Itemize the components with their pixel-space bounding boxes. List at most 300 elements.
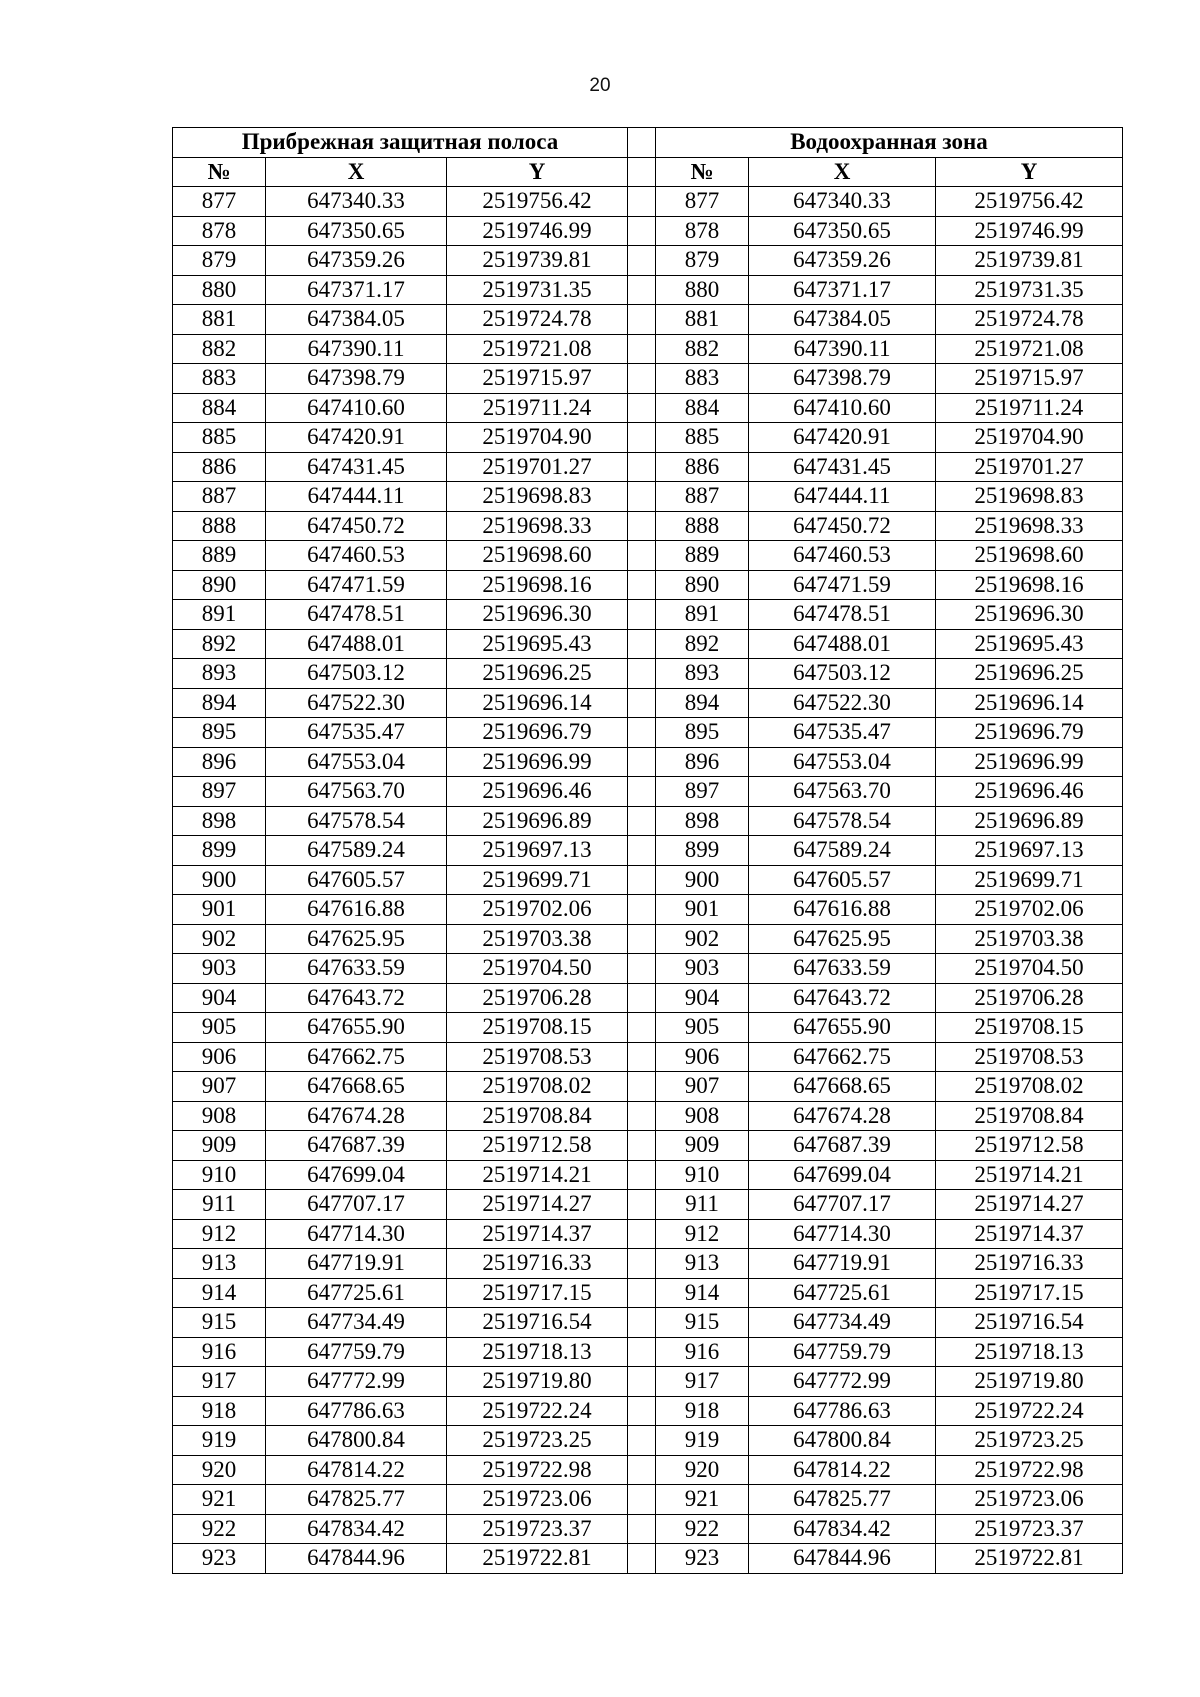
table-row [173, 1485, 1123, 1515]
right-cell-x: 647450.72 [749, 511, 936, 541]
table-row [173, 1308, 1123, 1338]
table-row [173, 1367, 1123, 1397]
right-cell-number: 907 [656, 1072, 749, 1102]
right-cell-number: 923 [656, 1544, 749, 1574]
table-row [173, 187, 1123, 217]
right-header-y: Y [936, 157, 1123, 187]
left-cell-x: 647625.95 [266, 924, 447, 954]
right-cell-x: 647800.84 [749, 1426, 936, 1456]
right-cell-number: 919 [656, 1426, 749, 1456]
column-gap [628, 1131, 656, 1161]
table-row [173, 511, 1123, 541]
left-cell-x: 647410.60 [266, 393, 447, 423]
right-cell-x: 647553.04 [749, 747, 936, 777]
column-gap [628, 1485, 656, 1515]
left-cell-x: 647687.39 [266, 1131, 447, 1161]
table-row [173, 954, 1123, 984]
left-header-number: № [173, 157, 266, 187]
table-row [173, 482, 1123, 512]
right-cell-x: 647410.60 [749, 393, 936, 423]
right-cell-number: 918 [656, 1396, 749, 1426]
left-cell-y: 2519696.25 [447, 659, 628, 689]
column-gap [628, 570, 656, 600]
coordinates-table [172, 127, 1123, 1574]
column-gap [628, 511, 656, 541]
right-cell-y: 2519739.81 [936, 246, 1123, 276]
table-row [173, 1190, 1123, 1220]
table-row [173, 1278, 1123, 1308]
left-cell-number: 884 [173, 393, 266, 423]
right-cell-number: 912 [656, 1219, 749, 1249]
left-cell-y: 2519704.50 [447, 954, 628, 984]
column-gap [628, 806, 656, 836]
table-row [173, 423, 1123, 453]
table-row [173, 1426, 1123, 1456]
left-cell-y: 2519696.89 [447, 806, 628, 836]
column-gap [628, 629, 656, 659]
left-cell-x: 647522.30 [266, 688, 447, 718]
left-cell-x: 647390.11 [266, 334, 447, 364]
right-cell-number: 911 [656, 1190, 749, 1220]
left-cell-number: 892 [173, 629, 266, 659]
right-cell-x: 647350.65 [749, 216, 936, 246]
left-cell-y: 2519716.54 [447, 1308, 628, 1338]
column-gap [628, 983, 656, 1013]
right-cell-number: 888 [656, 511, 749, 541]
table-row [173, 777, 1123, 807]
right-cell-x: 647471.59 [749, 570, 936, 600]
right-cell-y: 2519718.13 [936, 1337, 1123, 1367]
right-cell-x: 647625.95 [749, 924, 936, 954]
column-gap [628, 1101, 656, 1131]
left-cell-x: 647398.79 [266, 364, 447, 394]
right-cell-number: 902 [656, 924, 749, 954]
table-row [173, 1219, 1123, 1249]
table-row [173, 747, 1123, 777]
right-cell-x: 647759.79 [749, 1337, 936, 1367]
right-cell-x: 647687.39 [749, 1131, 936, 1161]
left-cell-number: 906 [173, 1042, 266, 1072]
column-gap [628, 1072, 656, 1102]
column-gap [628, 364, 656, 394]
column-gap [628, 718, 656, 748]
left-cell-number: 910 [173, 1160, 266, 1190]
column-gap [628, 423, 656, 453]
left-cell-y: 2519704.90 [447, 423, 628, 453]
right-cell-y: 2519699.71 [936, 865, 1123, 895]
right-cell-number: 893 [656, 659, 749, 689]
left-cell-y: 2519696.79 [447, 718, 628, 748]
left-cell-x: 647734.49 [266, 1308, 447, 1338]
left-cell-number: 923 [173, 1544, 266, 1574]
left-cell-x: 647633.59 [266, 954, 447, 984]
table-row [173, 1013, 1123, 1043]
column-gap [628, 275, 656, 305]
left-cell-y: 2519724.78 [447, 305, 628, 335]
right-cell-number: 880 [656, 275, 749, 305]
right-cell-number: 881 [656, 305, 749, 335]
left-cell-x: 647662.75 [266, 1042, 447, 1072]
right-cell-number: 890 [656, 570, 749, 600]
right-cell-x: 647431.45 [749, 452, 936, 482]
table-title-row [173, 128, 1123, 158]
left-cell-number: 902 [173, 924, 266, 954]
table-row [173, 983, 1123, 1013]
right-cell-x: 647578.54 [749, 806, 936, 836]
right-cell-y: 2519722.98 [936, 1455, 1123, 1485]
right-cell-y: 2519704.50 [936, 954, 1123, 984]
left-cell-number: 922 [173, 1514, 266, 1544]
left-cell-x: 647371.17 [266, 275, 447, 305]
left-cell-y: 2519698.33 [447, 511, 628, 541]
right-cell-x: 647390.11 [749, 334, 936, 364]
left-cell-x: 647699.04 [266, 1160, 447, 1190]
right-header-number: № [656, 157, 749, 187]
left-cell-y: 2519703.38 [447, 924, 628, 954]
table-row [173, 1042, 1123, 1072]
left-cell-number: 914 [173, 1278, 266, 1308]
table-row [173, 1249, 1123, 1279]
left-cell-number: 887 [173, 482, 266, 512]
left-cell-y: 2519721.08 [447, 334, 628, 364]
left-cell-x: 647503.12 [266, 659, 447, 689]
table-row [173, 216, 1123, 246]
left-cell-x: 647460.53 [266, 541, 447, 571]
left-cell-x: 647553.04 [266, 747, 447, 777]
left-cell-y: 2519717.15 [447, 1278, 628, 1308]
left-cell-x: 647814.22 [266, 1455, 447, 1485]
left-cell-y: 2519697.13 [447, 836, 628, 866]
table-row [173, 364, 1123, 394]
left-cell-y: 2519702.06 [447, 895, 628, 925]
left-cell-y: 2519715.97 [447, 364, 628, 394]
table-row [173, 836, 1123, 866]
right-cell-y: 2519696.99 [936, 747, 1123, 777]
left-cell-y: 2519714.27 [447, 1190, 628, 1220]
column-gap [628, 659, 656, 689]
left-cell-y: 2519701.27 [447, 452, 628, 482]
left-cell-x: 647786.63 [266, 1396, 447, 1426]
right-cell-y: 2519715.97 [936, 364, 1123, 394]
column-gap [628, 541, 656, 571]
left-cell-x: 647471.59 [266, 570, 447, 600]
right-cell-number: 884 [656, 393, 749, 423]
right-cell-x: 647655.90 [749, 1013, 936, 1043]
right-cell-x: 647398.79 [749, 364, 936, 394]
table-row [173, 688, 1123, 718]
left-cell-x: 647589.24 [266, 836, 447, 866]
left-cell-number: 918 [173, 1396, 266, 1426]
left-cell-y: 2519714.37 [447, 1219, 628, 1249]
table-row [173, 1544, 1123, 1574]
column-gap [628, 1367, 656, 1397]
right-cell-y: 2519746.99 [936, 216, 1123, 246]
left-cell-x: 647674.28 [266, 1101, 447, 1131]
left-cell-y: 2519714.21 [447, 1160, 628, 1190]
right-cell-y: 2519702.06 [936, 895, 1123, 925]
right-cell-number: 921 [656, 1485, 749, 1515]
column-gap [628, 865, 656, 895]
left-cell-y: 2519698.83 [447, 482, 628, 512]
right-cell-number: 889 [656, 541, 749, 571]
left-header-x: X [266, 157, 447, 187]
left-cell-number: 908 [173, 1101, 266, 1131]
right-cell-number: 903 [656, 954, 749, 984]
left-cell-x: 647643.72 [266, 983, 447, 1013]
right-cell-number: 916 [656, 1337, 749, 1367]
column-gap [628, 1013, 656, 1043]
right-cell-x: 647359.26 [749, 246, 936, 276]
left-cell-y: 2519722.98 [447, 1455, 628, 1485]
column-gap [628, 1337, 656, 1367]
left-cell-number: 883 [173, 364, 266, 394]
right-cell-x: 647734.49 [749, 1308, 936, 1338]
right-header-x: X [749, 157, 936, 187]
table-row [173, 718, 1123, 748]
left-cell-number: 915 [173, 1308, 266, 1338]
column-gap [628, 157, 656, 187]
right-cell-y: 2519723.25 [936, 1426, 1123, 1456]
left-header-y: Y [447, 157, 628, 187]
right-cell-number: 913 [656, 1249, 749, 1279]
right-cell-number: 909 [656, 1131, 749, 1161]
left-cell-y: 2519696.14 [447, 688, 628, 718]
right-cell-number: 900 [656, 865, 749, 895]
column-gap [628, 1308, 656, 1338]
left-cell-number: 904 [173, 983, 266, 1013]
table-row [173, 659, 1123, 689]
right-cell-number: 878 [656, 216, 749, 246]
right-cell-y: 2519698.60 [936, 541, 1123, 571]
left-cell-y: 2519731.35 [447, 275, 628, 305]
table-row [173, 895, 1123, 925]
column-header-row [173, 157, 1123, 187]
left-cell-y: 2519719.80 [447, 1367, 628, 1397]
column-gap [628, 1160, 656, 1190]
left-cell-number: 882 [173, 334, 266, 364]
right-cell-number: 920 [656, 1455, 749, 1485]
left-cell-number: 889 [173, 541, 266, 571]
column-gap [628, 305, 656, 335]
left-cell-y: 2519708.84 [447, 1101, 628, 1131]
right-cell-number: 917 [656, 1367, 749, 1397]
table-row [173, 1455, 1123, 1485]
left-cell-x: 647535.47 [266, 718, 447, 748]
left-cell-number: 885 [173, 423, 266, 453]
column-gap [628, 1190, 656, 1220]
left-cell-number: 890 [173, 570, 266, 600]
left-cell-x: 647725.61 [266, 1278, 447, 1308]
right-cell-number: 877 [656, 187, 749, 217]
table-row [173, 334, 1123, 364]
table-row [173, 1396, 1123, 1426]
right-cell-y: 2519704.90 [936, 423, 1123, 453]
table-row [173, 1072, 1123, 1102]
column-gap [628, 895, 656, 925]
left-cell-number: 903 [173, 954, 266, 984]
right-cell-x: 647834.42 [749, 1514, 936, 1544]
table-row [173, 1101, 1123, 1131]
right-cell-y: 2519714.21 [936, 1160, 1123, 1190]
right-table-title: Водоохранная зона [656, 128, 1123, 158]
right-cell-x: 647662.75 [749, 1042, 936, 1072]
right-cell-x: 647633.59 [749, 954, 936, 984]
right-cell-number: 892 [656, 629, 749, 659]
left-cell-x: 647719.91 [266, 1249, 447, 1279]
left-cell-y: 2519756.42 [447, 187, 628, 217]
column-gap [628, 482, 656, 512]
right-cell-y: 2519708.15 [936, 1013, 1123, 1043]
table-row [173, 305, 1123, 335]
column-gap [628, 777, 656, 807]
left-cell-y: 2519708.02 [447, 1072, 628, 1102]
column-gap [628, 187, 656, 217]
left-cell-number: 877 [173, 187, 266, 217]
left-cell-y: 2519746.99 [447, 216, 628, 246]
column-gap [628, 393, 656, 423]
right-cell-y: 2519708.02 [936, 1072, 1123, 1102]
table-row [173, 1131, 1123, 1161]
right-cell-y: 2519722.24 [936, 1396, 1123, 1426]
right-cell-y: 2519723.06 [936, 1485, 1123, 1515]
column-gap [628, 1042, 656, 1072]
column-gap [628, 836, 656, 866]
right-cell-y: 2519695.43 [936, 629, 1123, 659]
left-cell-x: 647431.45 [266, 452, 447, 482]
left-cell-number: 893 [173, 659, 266, 689]
table-row [173, 452, 1123, 482]
right-cell-number: 906 [656, 1042, 749, 1072]
left-cell-y: 2519698.16 [447, 570, 628, 600]
left-cell-y: 2519739.81 [447, 246, 628, 276]
left-cell-y: 2519708.15 [447, 1013, 628, 1043]
left-cell-x: 647478.51 [266, 600, 447, 630]
column-gap [628, 128, 656, 158]
right-cell-y: 2519708.84 [936, 1101, 1123, 1131]
column-gap [628, 1426, 656, 1456]
column-gap [628, 924, 656, 954]
right-cell-x: 647340.33 [749, 187, 936, 217]
left-cell-number: 917 [173, 1367, 266, 1397]
left-cell-number: 886 [173, 452, 266, 482]
right-cell-y: 2519724.78 [936, 305, 1123, 335]
right-cell-x: 647844.96 [749, 1544, 936, 1574]
left-cell-number: 900 [173, 865, 266, 895]
left-cell-x: 647772.99 [266, 1367, 447, 1397]
table-row [173, 541, 1123, 571]
left-cell-x: 647563.70 [266, 777, 447, 807]
column-gap [628, 600, 656, 630]
right-cell-x: 647616.88 [749, 895, 936, 925]
left-cell-x: 647616.88 [266, 895, 447, 925]
left-cell-x: 647444.11 [266, 482, 447, 512]
right-cell-x: 647772.99 [749, 1367, 936, 1397]
right-cell-x: 647488.01 [749, 629, 936, 659]
right-cell-y: 2519708.53 [936, 1042, 1123, 1072]
right-cell-y: 2519696.30 [936, 600, 1123, 630]
right-cell-number: 883 [656, 364, 749, 394]
left-cell-x: 647420.91 [266, 423, 447, 453]
left-cell-x: 647800.84 [266, 1426, 447, 1456]
right-cell-number: 885 [656, 423, 749, 453]
left-cell-x: 647450.72 [266, 511, 447, 541]
right-cell-x: 647384.05 [749, 305, 936, 335]
left-cell-y: 2519722.81 [447, 1544, 628, 1574]
left-cell-y: 2519696.46 [447, 777, 628, 807]
right-cell-y: 2519711.24 [936, 393, 1123, 423]
column-gap [628, 216, 656, 246]
right-cell-y: 2519716.54 [936, 1308, 1123, 1338]
right-cell-x: 647719.91 [749, 1249, 936, 1279]
left-cell-number: 898 [173, 806, 266, 836]
right-cell-y: 2519756.42 [936, 187, 1123, 217]
left-cell-number: 919 [173, 1426, 266, 1456]
right-cell-x: 647522.30 [749, 688, 936, 718]
left-cell-number: 891 [173, 600, 266, 630]
right-cell-y: 2519712.58 [936, 1131, 1123, 1161]
column-gap [628, 1514, 656, 1544]
right-cell-y: 2519698.83 [936, 482, 1123, 512]
left-cell-x: 647825.77 [266, 1485, 447, 1515]
left-table-title: Прибрежная защитная полоса [173, 128, 628, 158]
right-cell-x: 647814.22 [749, 1455, 936, 1485]
column-gap [628, 1278, 656, 1308]
right-cell-number: 879 [656, 246, 749, 276]
left-cell-number: 905 [173, 1013, 266, 1043]
right-cell-y: 2519721.08 [936, 334, 1123, 364]
right-cell-x: 647714.30 [749, 1219, 936, 1249]
right-cell-y: 2519698.16 [936, 570, 1123, 600]
right-cell-number: 891 [656, 600, 749, 630]
left-cell-number: 879 [173, 246, 266, 276]
column-gap [628, 1455, 656, 1485]
right-cell-y: 2519696.46 [936, 777, 1123, 807]
page-number: 20 [589, 75, 611, 96]
right-cell-y: 2519722.81 [936, 1544, 1123, 1574]
table-row [173, 600, 1123, 630]
left-cell-y: 2519696.30 [447, 600, 628, 630]
right-cell-y: 2519717.15 [936, 1278, 1123, 1308]
left-cell-number: 913 [173, 1249, 266, 1279]
right-cell-y: 2519716.33 [936, 1249, 1123, 1279]
left-cell-number: 921 [173, 1485, 266, 1515]
right-cell-number: 886 [656, 452, 749, 482]
left-cell-x: 647844.96 [266, 1544, 447, 1574]
right-cell-x: 647725.61 [749, 1278, 936, 1308]
right-cell-x: 647589.24 [749, 836, 936, 866]
table-row [173, 1337, 1123, 1367]
right-cell-y: 2519714.37 [936, 1219, 1123, 1249]
left-cell-x: 647384.05 [266, 305, 447, 335]
left-cell-number: 881 [173, 305, 266, 335]
column-gap [628, 688, 656, 718]
left-cell-number: 901 [173, 895, 266, 925]
right-cell-y: 2519703.38 [936, 924, 1123, 954]
right-cell-number: 915 [656, 1308, 749, 1338]
right-cell-x: 647478.51 [749, 600, 936, 630]
right-cell-x: 647420.91 [749, 423, 936, 453]
left-cell-y: 2519723.06 [447, 1485, 628, 1515]
left-cell-number: 888 [173, 511, 266, 541]
right-cell-number: 897 [656, 777, 749, 807]
left-cell-number: 895 [173, 718, 266, 748]
left-cell-number: 894 [173, 688, 266, 718]
column-gap [628, 954, 656, 984]
column-gap [628, 246, 656, 276]
left-cell-number: 878 [173, 216, 266, 246]
left-cell-number: 897 [173, 777, 266, 807]
left-cell-x: 647488.01 [266, 629, 447, 659]
